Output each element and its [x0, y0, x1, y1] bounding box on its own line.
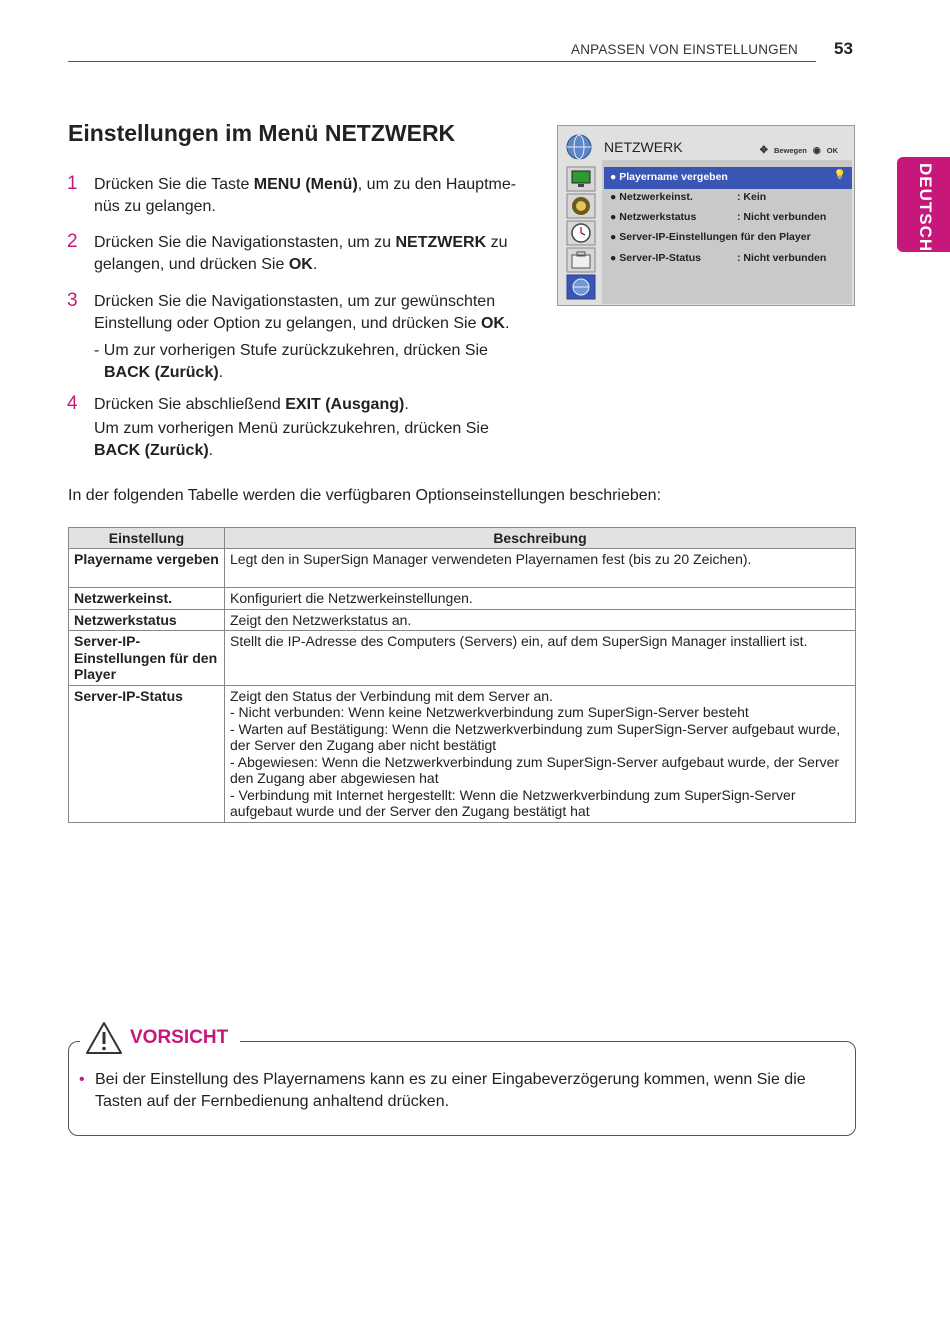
step-text	[94, 394, 534, 416]
menu-item-text: Server-IP-Einstellungen für den Player	[619, 231, 811, 243]
setting-description: Stellt die IP-Adresse des Computers (Servers) ein, auf dem SuperSign Manager installiert ist.	[225, 631, 856, 686]
menu-item-value: : Nicht verbunden	[737, 252, 827, 264]
menu-item-label	[610, 231, 811, 243]
speaker-icon[interactable]	[566, 193, 596, 219]
step-subtext	[94, 418, 534, 462]
caution-bullet: •	[79, 1071, 85, 1088]
description-line: - Nicht verbunden: Wenn keine Netzwerkverbindung zum SuperSign-Server besteht	[230, 704, 749, 720]
page-title: Einstellungen im Menü NETZWERK	[68, 120, 456, 146]
column-header-setting: Einstellung	[69, 528, 225, 549]
table-row	[69, 588, 856, 610]
setting-description: Zeigt den Netzwerkstatus an.	[225, 609, 856, 631]
step-text-part: - Um zur vorherigen Stufe zurückzukehren, drücken Sie	[94, 342, 488, 359]
step-text-part: Drücken Sie die Navigationstasten, um zur gewünschten Einstellung oder Option zu gelangen, und drücken Sie	[94, 293, 496, 332]
menu-item-label	[610, 211, 696, 223]
hint-move: Bewegen	[773, 146, 807, 155]
step-text	[94, 174, 534, 218]
setting-description: Konfiguriert die Netzwerkeinstellungen.	[225, 588, 856, 610]
step-number: 3	[67, 290, 78, 311]
arrows-icon: ✥	[759, 145, 768, 156]
step-text-bold: EXIT (Ausgang)	[285, 396, 405, 413]
step-text-part: .	[404, 396, 409, 413]
caution-text: Bei der Einstellung des Playernamens kann es zu einer Eingabeverzögerung kommen, wenn Sie die Tasten auf der Fernbedienung anhaltend drücken.	[95, 1071, 806, 1110]
toolbox-icon[interactable]	[566, 247, 596, 273]
step-text-part: Drücken Sie die Taste	[94, 176, 254, 193]
menu-item-value: : Nicht verbunden	[737, 211, 827, 223]
setting-name: Netzwerkstatus	[69, 609, 225, 631]
menu-item-server-ip-settings[interactable]	[604, 227, 852, 247]
language-label: DEUTSCH	[916, 163, 935, 253]
table-intro: In der folgenden Tabelle werden die verfügbaren Optionseinstellungen beschrieben:	[68, 487, 662, 504]
step-text-part: Drücken Sie die Navigationstasten, um zu	[94, 234, 396, 251]
menu-item-netzwerkstatus[interactable]	[604, 207, 852, 227]
menu-item-value: : Kein	[737, 191, 767, 203]
ok-icon: ◉	[812, 145, 821, 155]
step-number: 1	[67, 173, 78, 194]
setting-name: Playername vergeben	[69, 549, 225, 588]
bullet-icon: ●	[610, 252, 620, 264]
step-text-part: .	[312, 256, 318, 273]
menu-item-label	[610, 191, 693, 203]
screen-icon[interactable]	[566, 166, 596, 192]
caution-header	[80, 1018, 240, 1058]
step-text-part: .	[218, 364, 224, 381]
clock-icon[interactable]	[566, 220, 596, 246]
description-line: - Abgewiesen: Wenn die Netzwerkverbindung zum SuperSign-Server aufgebaut wurde, der Server den Zugang aber abgewiesen hat	[230, 753, 840, 786]
setting-name: Server-IP-Einstellungen für den Player	[69, 631, 225, 686]
menu-hint	[760, 145, 838, 156]
setting-name: Server-IP-Status	[69, 685, 225, 822]
menu-item-playername[interactable]	[604, 167, 852, 189]
options-table	[68, 527, 856, 823]
bulb-icon: 💡	[833, 170, 846, 181]
step-text-part: , um zu den Hauptme-nüs zu gelangen.	[94, 176, 517, 215]
step-text-part: Um zum vorherigen Menü zurückzukehren, drücken Sie	[94, 420, 489, 437]
step-text-part: zu gelangen, und drücken Sie	[94, 234, 508, 273]
table-header-row	[69, 528, 856, 549]
menu-item-netzwerkeinst[interactable]	[604, 187, 852, 207]
bullet-icon: ●	[610, 191, 620, 203]
menu-item-label	[610, 171, 728, 183]
menu-item-text: Netzwerkeinst.	[619, 191, 693, 203]
table-row	[69, 609, 856, 631]
step-text-bold: BACK (Zurück)	[104, 364, 219, 381]
bullet-icon: ●	[610, 171, 620, 183]
table-row	[69, 631, 856, 686]
step-number: 4	[67, 393, 78, 414]
page-number: 53	[834, 39, 853, 58]
step-text	[94, 291, 534, 335]
description-line: - Verbindung mit Internet hergestellt: Wenn die Netzwerkverbindung zum SuperSign-Server aufgebaut wurde und der Server den Zugang bestätigt hat	[230, 786, 796, 819]
description-line: - Warten auf Bestätigung: Wenn die Netzwerkverbindung zum SuperSign-Server aufgebaut wurde, der Server den Zugang aber nicht bestätigt	[230, 720, 841, 753]
step-text-bold: OK	[480, 315, 505, 332]
menu-item-text: Playername vergeben	[619, 171, 728, 183]
menu-item-text: Server-IP-Status	[619, 252, 701, 264]
warning-triangle-icon	[84, 1020, 124, 1056]
description-line: Zeigt den Status der Verbindung mit dem Server an.	[230, 687, 553, 704]
step-text-part: .	[504, 315, 510, 332]
language-side-tab	[897, 157, 950, 252]
setting-description: Legt den in SuperSign Manager verwendeten Playernamen fest (bis zu 20 Zeichen).	[225, 549, 856, 588]
table-row	[69, 685, 856, 822]
network-globe-icon	[566, 134, 592, 160]
hint-ok: OK	[826, 146, 838, 155]
table-row	[69, 549, 856, 588]
step-text-bold: OK	[288, 256, 313, 273]
header-divider	[68, 61, 816, 62]
network-icon[interactable]	[566, 274, 596, 300]
step-number: 2	[67, 231, 78, 252]
step-subtext	[94, 340, 534, 384]
step-text-part: Drücken Sie abschließend	[94, 396, 286, 413]
caution-label: VORSICHT	[130, 1027, 229, 1048]
menu-item-label	[610, 252, 701, 264]
menu-title: NETZWERK	[604, 139, 683, 155]
netzwerk-menu-screenshot	[557, 125, 855, 306]
step-text-bold: NETZWERK	[395, 234, 487, 251]
step-text	[94, 232, 534, 276]
setting-description	[225, 685, 856, 822]
menu-item-server-ip-status[interactable]	[604, 248, 852, 268]
setting-name: Netzwerkeinst.	[69, 588, 225, 610]
section-title: ANPASSEN VON EINSTELLUNGEN	[571, 42, 799, 57]
column-header-description: Beschreibung	[225, 528, 856, 549]
bullet-icon: ●	[610, 211, 620, 223]
bullet-icon: ●	[610, 231, 620, 243]
step-text-bold: MENU (Menü)	[253, 176, 358, 193]
step-text-part: .	[208, 442, 214, 459]
step-text-bold: BACK (Zurück)	[94, 442, 209, 459]
menu-item-text: Netzwerkstatus	[619, 211, 697, 223]
